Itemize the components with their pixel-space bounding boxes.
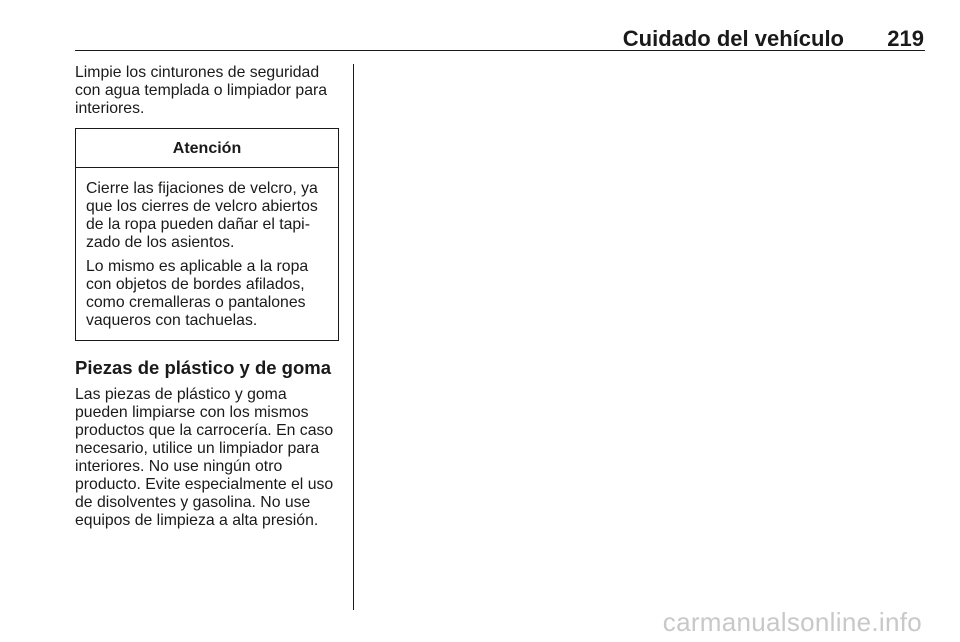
notice-paragraph-2: Lo mismo es aplicable a la ropa con objetos de bordes afilados, como cremalleras o pantalones vaqueros con tachuelas. (86, 258, 309, 329)
column-divider (353, 64, 354, 610)
notice-title: Atención (76, 129, 338, 168)
header-rule (75, 50, 925, 51)
left-column (75, 64, 341, 530)
notice-body (76, 168, 338, 340)
section-paragraph: Las piezas de plástico y goma pueden limpiarse con los mismos productos que la carrocería. En caso necesario, utilice un limpiador para interiores. No use ningún otro producto. Evite especialmente el uso de disolventes y gasolina. No use equipos de limpieza a alta presión. (75, 386, 334, 529)
page-header-title: Cuidado del vehículo (622, 26, 844, 51)
section-heading: Piezas de plástico y de goma (75, 357, 332, 378)
attention-notice-box (75, 128, 339, 341)
notice-paragraph-1: Cierre las fijaciones de velcro, ya que los cierres de velcro abiertos de la ropa pueden dañar el tapi-zado de los asientos. (86, 180, 318, 251)
page-number: 219 (887, 26, 924, 51)
watermark-text: carmanualsonline.info (662, 607, 922, 637)
intro-paragraph: Limpie los cinturones de seguridad con agua templada o limpiador para interiores. (75, 64, 328, 117)
